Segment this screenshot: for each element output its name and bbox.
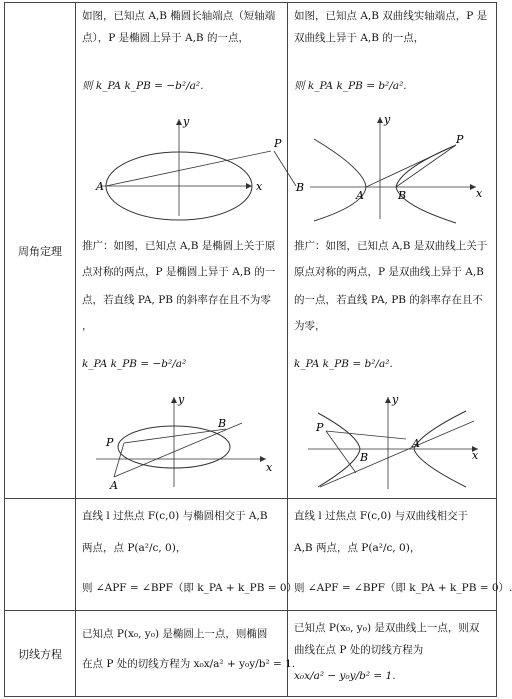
- focus-hyperbola-line2: A,B 两点，点 P(a²/c, 0)，: [294, 542, 421, 554]
- ellipse-ext-figure: [94, 391, 274, 491]
- ellipse-line1: 如图，已知点 A,B 椭圆长轴端点（短轴端: [82, 10, 276, 22]
- focus-ellipse-line2: 两点，点 P(a²/c, 0)，: [82, 542, 187, 554]
- label-text-3: 切线方程: [18, 647, 62, 661]
- fig2-label-B: B: [218, 417, 227, 430]
- fig4-label-B: B: [360, 451, 369, 464]
- fig-label-A: A: [96, 180, 104, 193]
- hyperbola-ext-line1: 推广：如图，已知点 A,B 是双曲线上关于: [294, 240, 488, 252]
- tangent-ellipse-line2: 在点 P 处的切线方程为 x₀x/a² + y₀y/b² = 1.: [82, 658, 296, 670]
- focus-hyperbola-cell: [288, 499, 512, 611]
- hyperbola-figure: [306, 111, 486, 223]
- focus-ellipse-line1: 直线 l 过焦点 F(c,0) 与椭圆相交于 A,B: [82, 510, 268, 522]
- label-text: 周角定理: [18, 244, 62, 258]
- hyperbola-ext-figure: [306, 391, 486, 491]
- focus-ellipse-cell: [76, 499, 301, 611]
- fig3-label-x: x: [476, 187, 483, 200]
- focus-hyperbola-line1: 直线 l 过焦点 F(c,0) 与双曲线相交于: [294, 510, 469, 522]
- row-label-circumferential: [5, 3, 76, 499]
- hyperbola-ext-line4: 为零，: [294, 320, 326, 332]
- theorem-table: [4, 2, 512, 697]
- hyperbola-ext-line3: 的一点，若直线 PA, PB 的斜率存在且不: [294, 294, 483, 306]
- tangent-ellipse-line1: 已知点 P(x₀, y₀) 是椭圆上一点，则椭圆: [82, 628, 268, 640]
- fig4-label-A: A: [412, 437, 420, 450]
- tangent-hyperbola-cell: [288, 611, 497, 697]
- tangent-hyperbola-line3: x₀x/a² − y₀y/b² = 1.: [294, 670, 396, 682]
- fig2-label-A: A: [110, 479, 118, 492]
- focus-hyperbola-line3: 则 ∠APF = ∠BPF（即 k_PA + k_PB = 0）.: [294, 582, 512, 594]
- hyperbola-ext-line2: 原点对称的两点，P 是双曲线上异于 A,B: [294, 266, 484, 278]
- fig-label-B: B: [296, 181, 305, 194]
- fig4-label-P: P: [316, 421, 324, 434]
- fig-label-P: P: [274, 137, 282, 150]
- hyperbola-formula: 则 k_PA k_PB = b²/a².: [294, 80, 407, 92]
- fig3-label-P: P: [456, 133, 464, 146]
- fig3-label-B: B: [398, 189, 407, 202]
- focus-ellipse-line3: 则 ∠APF = ∠BPF（即 k_PA + k_PB = 0）.: [82, 582, 301, 594]
- hyperbola-ext-formula: k_PA k_PB = b²/a².: [294, 358, 393, 370]
- fig3-label-A: A: [356, 189, 364, 202]
- fig3-label-y: y: [384, 113, 391, 126]
- tangent-hyperbola-line2: 曲线在点 P 处的切线方程为: [294, 644, 424, 656]
- fig2-label-y: y: [178, 393, 185, 406]
- tangent-ellipse-cell: [76, 611, 296, 697]
- hyperbola-line2: 双曲线上异于 A,B 的一点，: [294, 32, 425, 44]
- ellipse-ext-formula: k_PA k_PB = −b²/a²: [82, 358, 187, 370]
- ellipse-cell: [76, 3, 305, 499]
- tangent-hyperbola-line1: 已知点 P(x₀, y₀) 是双曲线上一点，则双: [294, 622, 480, 634]
- fig-label-x: x: [256, 180, 263, 193]
- ellipse-formula: 则 k_PA k_PB = −b²/a².: [82, 80, 204, 92]
- fig2-label-P: P: [106, 436, 114, 449]
- fig2-label-x: x: [266, 461, 273, 474]
- ellipse-ext-line2: 点对称的两点，P 是椭圆上异于 A,B 的一: [82, 266, 276, 278]
- ellipse-line2: 点），P 是椭圆上异于 A,B 的一点，: [82, 32, 249, 44]
- ellipse-ext-line1: 推广：如图，已知点 A,B 是椭圆上关于原: [82, 240, 276, 252]
- hyperbola-line1: 如图，已知点 A,B 双曲线实轴端点，P 是: [294, 10, 488, 22]
- ellipse-ext-line4: ，: [82, 320, 93, 332]
- row-label-tangent: [5, 611, 76, 697]
- ellipse-ext-line3: 点，若直线 PA, PB 的斜率存在且不为零: [82, 294, 271, 306]
- hyperbola-cell: [288, 3, 497, 499]
- fig4-label-x: x: [472, 449, 479, 462]
- ellipse-figure: [96, 111, 305, 221]
- fig4-label-y: y: [392, 393, 399, 406]
- fig-label-y: y: [183, 115, 190, 128]
- row-label-focus: [5, 499, 76, 611]
